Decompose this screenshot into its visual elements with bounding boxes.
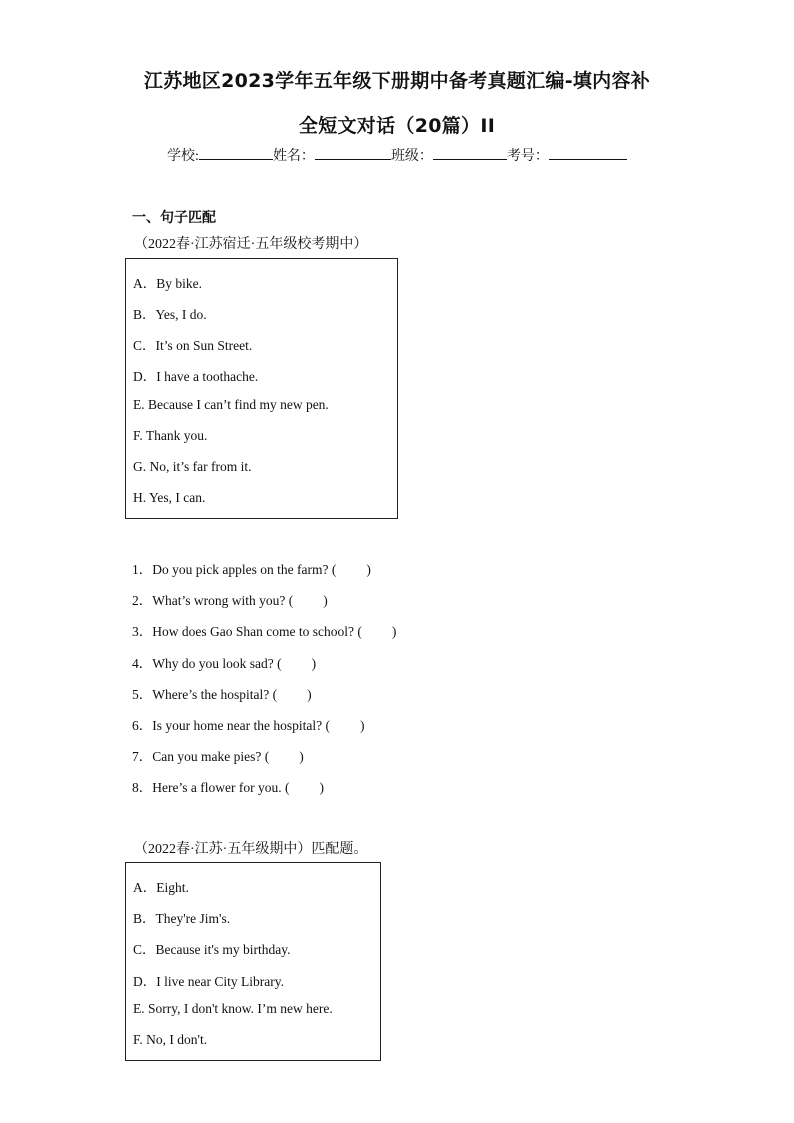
question-text: Can you make pies? ( <box>152 749 270 764</box>
option-item: E. Sorry, I don't know. I’m new here. <box>133 1001 333 1016</box>
class-label: 班级： <box>390 149 433 164</box>
question-number: 1． <box>132 562 153 577</box>
question-number: 5． <box>132 687 153 702</box>
close-paren: ) <box>311 656 317 671</box>
name-blank[interactable] <box>315 145 391 160</box>
option-item: H. Yes, I can. <box>133 490 206 505</box>
question-text: Is your home near the hospital? ( <box>152 718 330 733</box>
document-title-line-1: 江苏地区2023学年五年级下册期中备考真题汇编-填内容补 <box>143 70 651 92</box>
student-info-line <box>0 145 794 165</box>
option-item: D．I have a toothache. <box>133 369 259 384</box>
question-item <box>132 558 371 578</box>
question-item <box>132 589 328 609</box>
document-title-line-2: 全短文对话（20篇）II <box>298 115 496 137</box>
class-blank[interactable] <box>433 145 507 160</box>
option-item: F. Thank you. <box>133 428 208 443</box>
question-text: Do you pick apples on the farm? ( <box>152 562 337 577</box>
close-paren: ) <box>299 749 304 764</box>
question-number: 3． <box>132 624 153 639</box>
close-paren: ) <box>323 593 328 608</box>
option-item: E. Because I can’t find my new pen. <box>133 397 329 412</box>
school-blank[interactable] <box>199 145 273 160</box>
option-item: C．It’s on Sun Street. <box>133 338 253 353</box>
close-paren: ) <box>307 687 312 702</box>
question-number: 8． <box>132 780 153 795</box>
close-paren: ) <box>391 624 397 639</box>
option-item: F. No, I don't. <box>133 1032 208 1047</box>
close-paren: ) <box>319 780 324 795</box>
section-heading: 一、句子匹配 <box>132 210 216 226</box>
name-label: 姓名： <box>272 149 315 164</box>
option-item: A．Eight. <box>133 880 189 895</box>
question-text: What’s wrong with you? ( <box>152 593 294 608</box>
close-paren: ) <box>366 562 371 577</box>
question-number: 2． <box>132 593 153 608</box>
question-item <box>132 683 312 703</box>
part1-source: （2022春·江苏宿迁·五年级校考期中） <box>134 237 368 252</box>
question-item <box>132 745 304 765</box>
question-text: Where’s the hospital? ( <box>152 687 278 702</box>
question-number: 7． <box>132 749 153 764</box>
part2-options-box <box>125 862 381 1061</box>
school-label: 学校: <box>167 149 199 164</box>
option-item: G. No, it’s far from it. <box>133 459 252 474</box>
question-text: Here’s a flower for you. ( <box>152 780 290 795</box>
option-item: A．By bike. <box>133 276 202 291</box>
question-item <box>132 714 364 734</box>
option-item: B．They're Jim's. <box>133 911 231 926</box>
option-item: C．Because it's my birthday. <box>133 942 291 957</box>
question-item <box>132 776 324 796</box>
part2-source: （2022春·江苏·五年级期中）匹配题。 <box>134 842 368 857</box>
question-text: Why do you look sad? ( <box>152 656 282 671</box>
number-label: 考号： <box>506 149 549 164</box>
question-number: 6． <box>132 718 153 733</box>
question-item <box>132 620 396 640</box>
question-item <box>132 652 316 672</box>
option-item: B．Yes, I do. <box>133 307 207 322</box>
part1-options-box <box>125 258 398 519</box>
question-text: How does Gao Shan come to school? ( <box>152 624 362 639</box>
number-blank[interactable] <box>549 145 627 160</box>
close-paren: ) <box>359 718 365 733</box>
question-number: 4． <box>132 656 153 671</box>
option-item: D．I live near City Library. <box>133 974 284 989</box>
